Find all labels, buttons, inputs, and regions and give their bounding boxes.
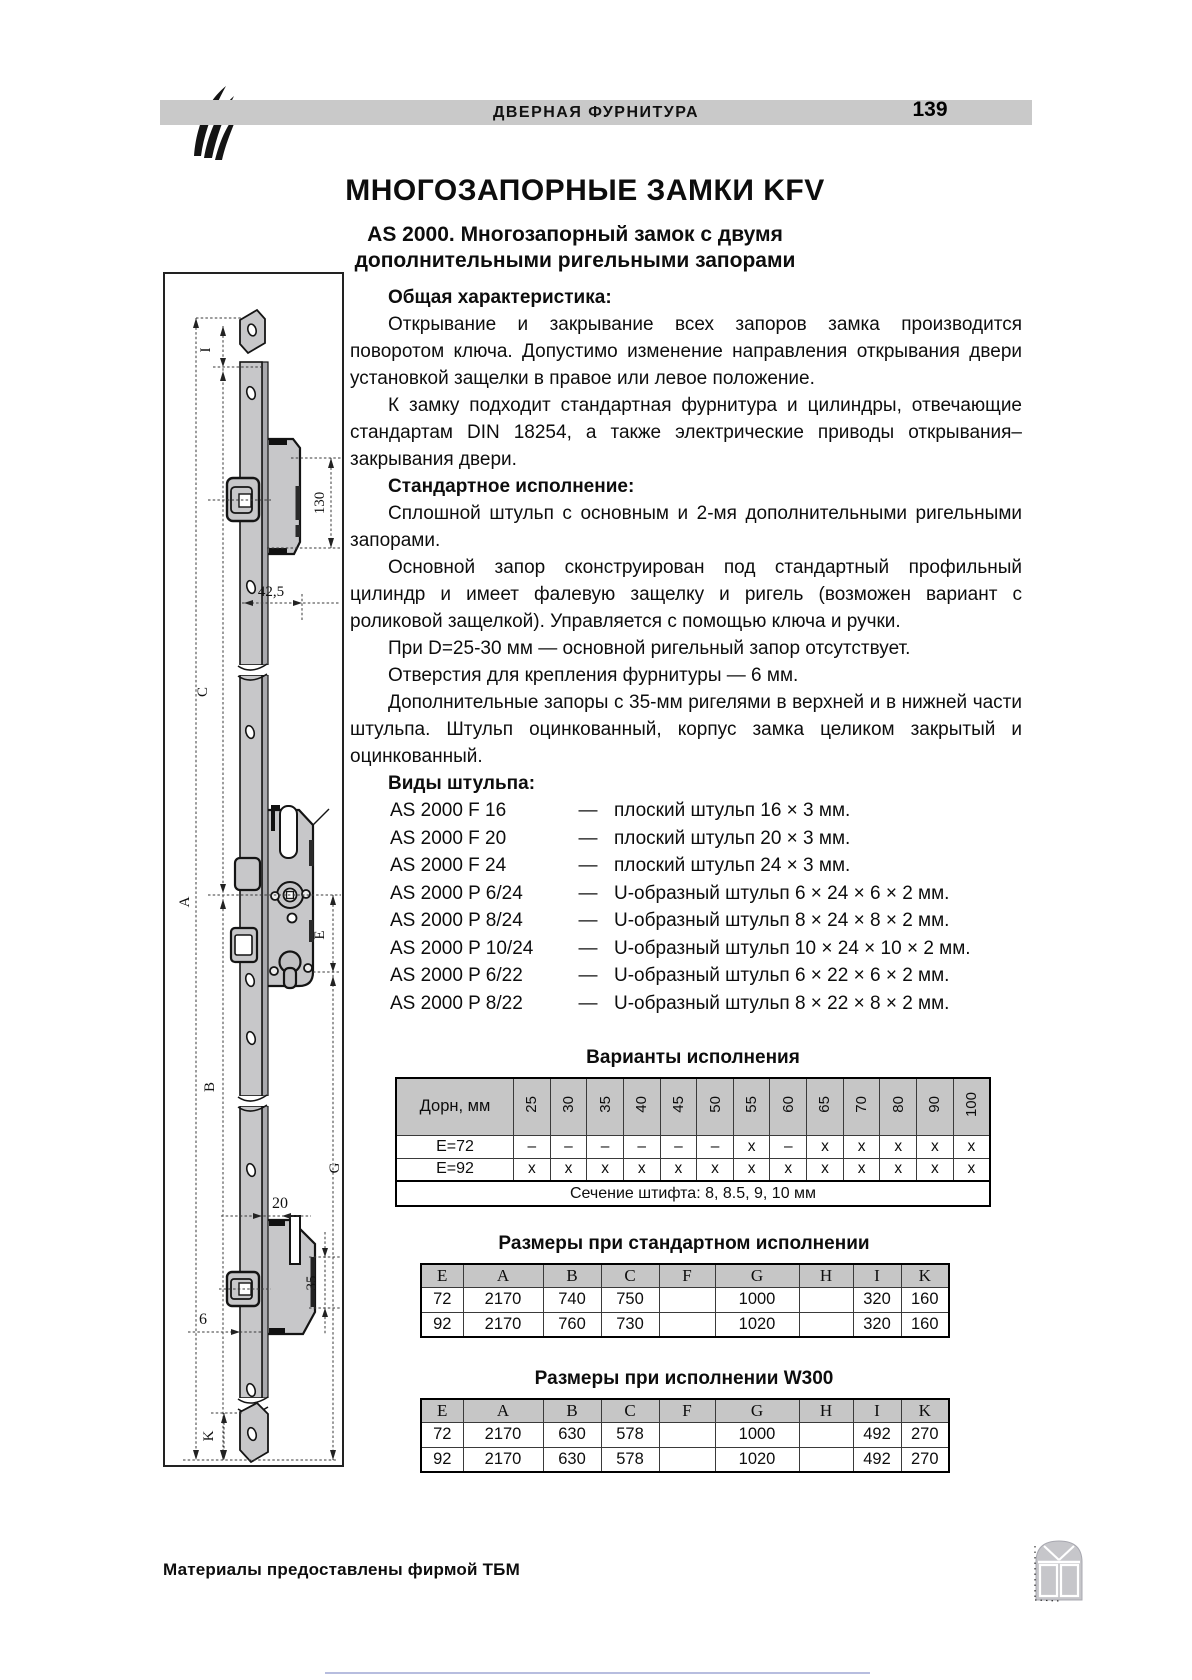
variants-column-header bbox=[550, 1078, 587, 1135]
variants-corner-label: Дорн, мм bbox=[396, 1078, 514, 1135]
variants-cell: x bbox=[843, 1135, 880, 1158]
shtulp-model: AS 2000 F 16 bbox=[390, 800, 507, 821]
shtulp-model: AS 2000 P 8/24 bbox=[390, 910, 523, 931]
supplier-credit: Материалы предоставлены фирмой ТБМ bbox=[163, 1560, 520, 1579]
dim-label-425: 42,5 bbox=[257, 584, 285, 600]
dim-cell: 630 bbox=[543, 1447, 601, 1472]
dim-column-header: K bbox=[901, 1399, 949, 1422]
dim-cell bbox=[799, 1422, 853, 1447]
shtulp-type-row bbox=[350, 935, 1022, 963]
subtitle-line-1: AS 2000. Многозапорный замок с двумя bbox=[367, 223, 783, 246]
shtulp-type-row bbox=[350, 907, 1022, 935]
variants-cell: – bbox=[770, 1135, 807, 1158]
variants-column-label: 40 bbox=[633, 1095, 651, 1113]
paragraph-holes: Отверстия для крепления фурнитуры — 6 мм. bbox=[388, 665, 799, 686]
dash: — bbox=[578, 882, 598, 904]
shtulp-model: AS 2000 P 8/22 bbox=[390, 992, 523, 1014]
variants-cell: x bbox=[807, 1158, 844, 1181]
dim-cell: 1020 bbox=[715, 1312, 799, 1337]
shtulp-type-row bbox=[350, 990, 1022, 1018]
lower-aux-lock bbox=[265, 1216, 315, 1334]
dim-header-row bbox=[421, 1264, 949, 1287]
dim-column-header: F bbox=[659, 1399, 715, 1422]
dim-data-row bbox=[421, 1447, 949, 1472]
dim-cell: 2170 bbox=[463, 1312, 543, 1337]
technical-drawing bbox=[163, 272, 344, 1468]
variants-column-header bbox=[733, 1078, 770, 1135]
variants-column-label: 90 bbox=[926, 1095, 944, 1113]
variants-column-label: 80 bbox=[889, 1095, 907, 1113]
variants-cell: x bbox=[843, 1158, 880, 1181]
dim-label-130: 130 bbox=[312, 491, 328, 515]
variants-cell: x bbox=[953, 1135, 990, 1158]
dim-cell bbox=[659, 1312, 715, 1337]
w300-dims-table bbox=[421, 1399, 949, 1472]
dim-cell: 92 bbox=[421, 1312, 463, 1337]
paragraph-shtulp: Сплошной штульп с основным и 2-мя дополнительными ригельными запорами. bbox=[350, 503, 1022, 551]
paragraph-opening: Открывание и закрывание всех запоров замка производится поворотом ключа. Допустимо изменение направления открывания двери установкой защелки в правое или левое положение. bbox=[350, 314, 1022, 389]
variants-column-header bbox=[880, 1078, 917, 1135]
dim-cell: 72 bbox=[421, 1422, 463, 1447]
variants-column-label: 60 bbox=[779, 1095, 797, 1113]
dim-cell: 2170 bbox=[463, 1287, 543, 1312]
dim-data-row bbox=[421, 1312, 949, 1337]
dim-cell: 492 bbox=[853, 1447, 901, 1472]
shtulp-description: U-образный штульп 10 × 24 × 10 × 2 мм. bbox=[614, 937, 971, 959]
main-lock bbox=[265, 805, 329, 988]
dim-column-header: A bbox=[463, 1264, 543, 1287]
variants-cell: x bbox=[660, 1158, 697, 1181]
variants-cell: x bbox=[550, 1158, 587, 1181]
shtulp-model: AS 2000 P 6/22 bbox=[390, 965, 523, 986]
dim-column-header: K bbox=[901, 1264, 949, 1287]
dim-data-row bbox=[421, 1422, 949, 1447]
paragraph-d-range: При D=25-30 мм — основной ригельный запор отсутствует. bbox=[388, 638, 911, 659]
dim-cell: 72 bbox=[421, 1287, 463, 1312]
variants-cell: x bbox=[917, 1158, 954, 1181]
dim-label-20: 20 bbox=[272, 1195, 288, 1212]
dim-cell: 730 bbox=[601, 1312, 659, 1337]
variants-cell: x bbox=[623, 1158, 660, 1181]
variants-column-header bbox=[770, 1078, 807, 1135]
dim-cell: 1020 bbox=[715, 1447, 799, 1472]
variants-cell: – bbox=[660, 1135, 697, 1158]
dim-cell bbox=[799, 1447, 853, 1472]
dim-cell: 2170 bbox=[463, 1447, 543, 1472]
variants-column-header bbox=[953, 1078, 990, 1135]
dash: — bbox=[578, 937, 598, 959]
dim-letter-K: K bbox=[201, 1430, 217, 1442]
variants-cell: x bbox=[807, 1135, 844, 1158]
dim-letter-A: A bbox=[177, 896, 193, 908]
variants-column-label: 65 bbox=[816, 1095, 834, 1113]
variants-cell: x bbox=[514, 1158, 551, 1181]
dim-cell: 1000 bbox=[715, 1287, 799, 1312]
dim-cell: 160 bbox=[901, 1312, 949, 1337]
variants-column-header bbox=[807, 1078, 844, 1135]
variants-table bbox=[396, 1078, 990, 1206]
dim-column-header: H bbox=[799, 1399, 853, 1422]
variants-data-row bbox=[396, 1158, 990, 1181]
dim-letter-G: G bbox=[327, 1162, 343, 1174]
dash: — bbox=[578, 855, 598, 876]
variants-column-label: 30 bbox=[559, 1095, 577, 1113]
standard-dims-table bbox=[421, 1264, 949, 1337]
variants-cell: x bbox=[880, 1158, 917, 1181]
dim-cell: 1000 bbox=[715, 1422, 799, 1447]
dim-column-header: C bbox=[601, 1399, 659, 1422]
variants-cell: x bbox=[587, 1158, 624, 1181]
dim-cell bbox=[659, 1447, 715, 1472]
variants-caption: Варианты исполнения bbox=[586, 1047, 800, 1068]
shtulp-description: U-образный штульп 6 × 24 × 6 × 2 мм. bbox=[614, 882, 950, 904]
dim-label-35: 35 bbox=[304, 1275, 320, 1291]
variants-cell: – bbox=[587, 1135, 624, 1158]
variants-cell: – bbox=[550, 1135, 587, 1158]
dim-column-header: E bbox=[421, 1399, 463, 1422]
variants-column-header bbox=[623, 1078, 660, 1135]
heading-standard: Стандартное исполнение: bbox=[388, 476, 635, 497]
dim-cell: 578 bbox=[601, 1447, 659, 1472]
dim-cell bbox=[799, 1312, 853, 1337]
body-column bbox=[350, 284, 1022, 1473]
w300-dims-caption: Размеры при исполнении W300 bbox=[534, 1368, 834, 1389]
variants-header-row bbox=[396, 1078, 990, 1135]
dim-cell: 578 bbox=[601, 1422, 659, 1447]
window-icon bbox=[1030, 1534, 1090, 1604]
shtulp-type-list bbox=[350, 797, 1022, 1017]
shtulp-model: AS 2000 F 20 bbox=[390, 827, 507, 849]
dim-column-header: B bbox=[543, 1264, 601, 1287]
shtulp-type-row bbox=[350, 880, 1022, 908]
shtulp-model: AS 2000 F 24 bbox=[390, 855, 507, 876]
variants-column-label: 70 bbox=[853, 1095, 871, 1113]
page-title: МНОГОЗАПОРНЫЕ ЗАМКИ KFV bbox=[345, 174, 825, 207]
variants-cell: – bbox=[697, 1135, 734, 1158]
dim-column-header: E bbox=[421, 1264, 463, 1287]
dim-column-header: C bbox=[601, 1264, 659, 1287]
variants-column-label: 35 bbox=[596, 1095, 614, 1113]
variants-column-label: 50 bbox=[706, 1095, 724, 1113]
dim-column-header: G bbox=[715, 1399, 799, 1422]
variants-column-label: 45 bbox=[669, 1095, 687, 1113]
variants-row-label: E=92 bbox=[396, 1158, 514, 1181]
page-number: 139 bbox=[912, 98, 948, 121]
variants-cell: – bbox=[514, 1135, 551, 1158]
dim-column-header: G bbox=[715, 1264, 799, 1287]
variants-cell: x bbox=[770, 1158, 807, 1181]
shtulp-description: U-образный штульп 8 × 22 × 8 × 2 мм. bbox=[614, 992, 950, 1014]
subtitle-line-2: дополнительными ригельными запорами bbox=[354, 249, 796, 272]
variants-column-label: 55 bbox=[743, 1095, 761, 1113]
variants-row-label: E=72 bbox=[396, 1135, 514, 1158]
variants-column-header bbox=[917, 1078, 954, 1135]
heading-general: Общая характеристика: bbox=[388, 287, 612, 308]
scan-artifact-line bbox=[325, 1672, 870, 1674]
shtulp-model: AS 2000 P 10/24 bbox=[390, 937, 534, 959]
paragraph-main-lock: Основной запор сконструирован под стандартный профильный цилиндр и имеет фалевую защелку и ригель (возможен вариант с роликовой защелкой). Управляется с помощью ключа и ручки. bbox=[350, 557, 1022, 632]
variants-table-element bbox=[395, 1077, 991, 1207]
dim-cell: 270 bbox=[901, 1447, 949, 1472]
variants-cell: x bbox=[733, 1135, 770, 1158]
dim-column-header: F bbox=[659, 1264, 715, 1287]
dim-header-row bbox=[421, 1399, 949, 1422]
shtulp-description: плоский штульп 16 × 3 мм. bbox=[614, 800, 851, 821]
variants-cell: x bbox=[917, 1135, 954, 1158]
heading-types: Виды штульпа: bbox=[388, 773, 536, 794]
variants-column-header bbox=[660, 1078, 697, 1135]
dim-cell: 492 bbox=[853, 1422, 901, 1447]
variants-cell: x bbox=[880, 1135, 917, 1158]
shtulp-type-row bbox=[350, 962, 1022, 990]
paragraph-aux-locks: Дополнительные запоры с 35-мм ригелями в верхней и в нижней части штульпа. Штульп оцинкованный, корпус замка целиком закрытый и оцинкованный. bbox=[350, 692, 1022, 767]
dim-cell: 92 bbox=[421, 1447, 463, 1472]
dim-cell: 320 bbox=[853, 1287, 901, 1312]
dim-column-header: B bbox=[543, 1399, 601, 1422]
dim-cell: 740 bbox=[543, 1287, 601, 1312]
shtulp-description: U-образный штульп 8 × 24 × 8 × 2 мм. bbox=[614, 910, 950, 931]
shtulp-model: AS 2000 P 6/24 bbox=[390, 882, 523, 904]
dash: — bbox=[578, 992, 598, 1014]
variants-column-header bbox=[587, 1078, 624, 1135]
variants-column-label: 25 bbox=[523, 1095, 541, 1113]
shtulp-type-row bbox=[350, 797, 1022, 825]
dim-column-header: I bbox=[853, 1399, 901, 1422]
dim-cell bbox=[799, 1287, 853, 1312]
paragraph-hardware: К замку подходит стандартная фурнитура и цилиндры, отвечающие стандартам DIN 18254, а также электрические приводы открывания–закрывания двери. bbox=[350, 395, 1022, 470]
variants-footer-row bbox=[396, 1181, 990, 1206]
shtulp-description: U-образный штульп 6 × 22 × 6 × 2 мм. bbox=[614, 965, 950, 986]
variants-cell: x bbox=[953, 1158, 990, 1181]
lock-drawing-icon bbox=[163, 272, 344, 1468]
variants-footer-note: Сечение штифта: 8, 8.5, 9, 10 мм bbox=[396, 1181, 990, 1206]
variants-data-row bbox=[396, 1135, 990, 1158]
dim-column-header: H bbox=[799, 1264, 853, 1287]
shtulp-type-row bbox=[350, 825, 1022, 853]
shtulp-description: плоский штульп 20 × 3 мм. bbox=[614, 827, 851, 849]
variants-column-header bbox=[514, 1078, 551, 1135]
section-header: ДВЕРНАЯ ФУРНИТУРА bbox=[492, 104, 700, 121]
dim-cell: 160 bbox=[901, 1287, 949, 1312]
variants-cell: – bbox=[623, 1135, 660, 1158]
shtulp-type-row bbox=[350, 852, 1022, 880]
shtulp-description: плоский штульп 24 × 3 мм. bbox=[614, 855, 851, 876]
dim-cell: 630 bbox=[543, 1422, 601, 1447]
standard-dims-caption: Размеры при стандартном исполнении bbox=[498, 1233, 870, 1254]
dim-cell: 760 bbox=[543, 1312, 601, 1337]
variants-cell: x bbox=[733, 1158, 770, 1181]
dash: — bbox=[578, 827, 598, 849]
variants-column-header bbox=[843, 1078, 880, 1135]
dim-letter-E: E bbox=[312, 930, 328, 940]
dash: — bbox=[578, 965, 598, 986]
dim-cell: 270 bbox=[901, 1422, 949, 1447]
dim-column-header: I bbox=[853, 1264, 901, 1287]
dim-cell bbox=[659, 1287, 715, 1312]
dim-column-header: A bbox=[463, 1399, 543, 1422]
variants-column-header bbox=[697, 1078, 734, 1135]
dim-data-row bbox=[421, 1287, 949, 1312]
dim-letter-C: C bbox=[195, 686, 211, 698]
dim-cell: 320 bbox=[853, 1312, 901, 1337]
dim-letter-B: B bbox=[202, 1081, 218, 1093]
dim-cell: 2170 bbox=[463, 1422, 543, 1447]
variants-column-label: 100 bbox=[962, 1091, 980, 1117]
dash: — bbox=[578, 910, 598, 931]
dim-letter-I: I bbox=[198, 347, 214, 353]
dim-cell: 750 bbox=[601, 1287, 659, 1312]
product-subtitle bbox=[150, 222, 1000, 274]
variants-cell: x bbox=[697, 1158, 734, 1181]
dim-label-6: 6 bbox=[199, 1311, 207, 1328]
dash: — bbox=[578, 800, 598, 821]
dim-cell bbox=[659, 1422, 715, 1447]
w300-dims-table-element bbox=[420, 1398, 950, 1473]
standard-dims-table-element bbox=[420, 1263, 950, 1338]
